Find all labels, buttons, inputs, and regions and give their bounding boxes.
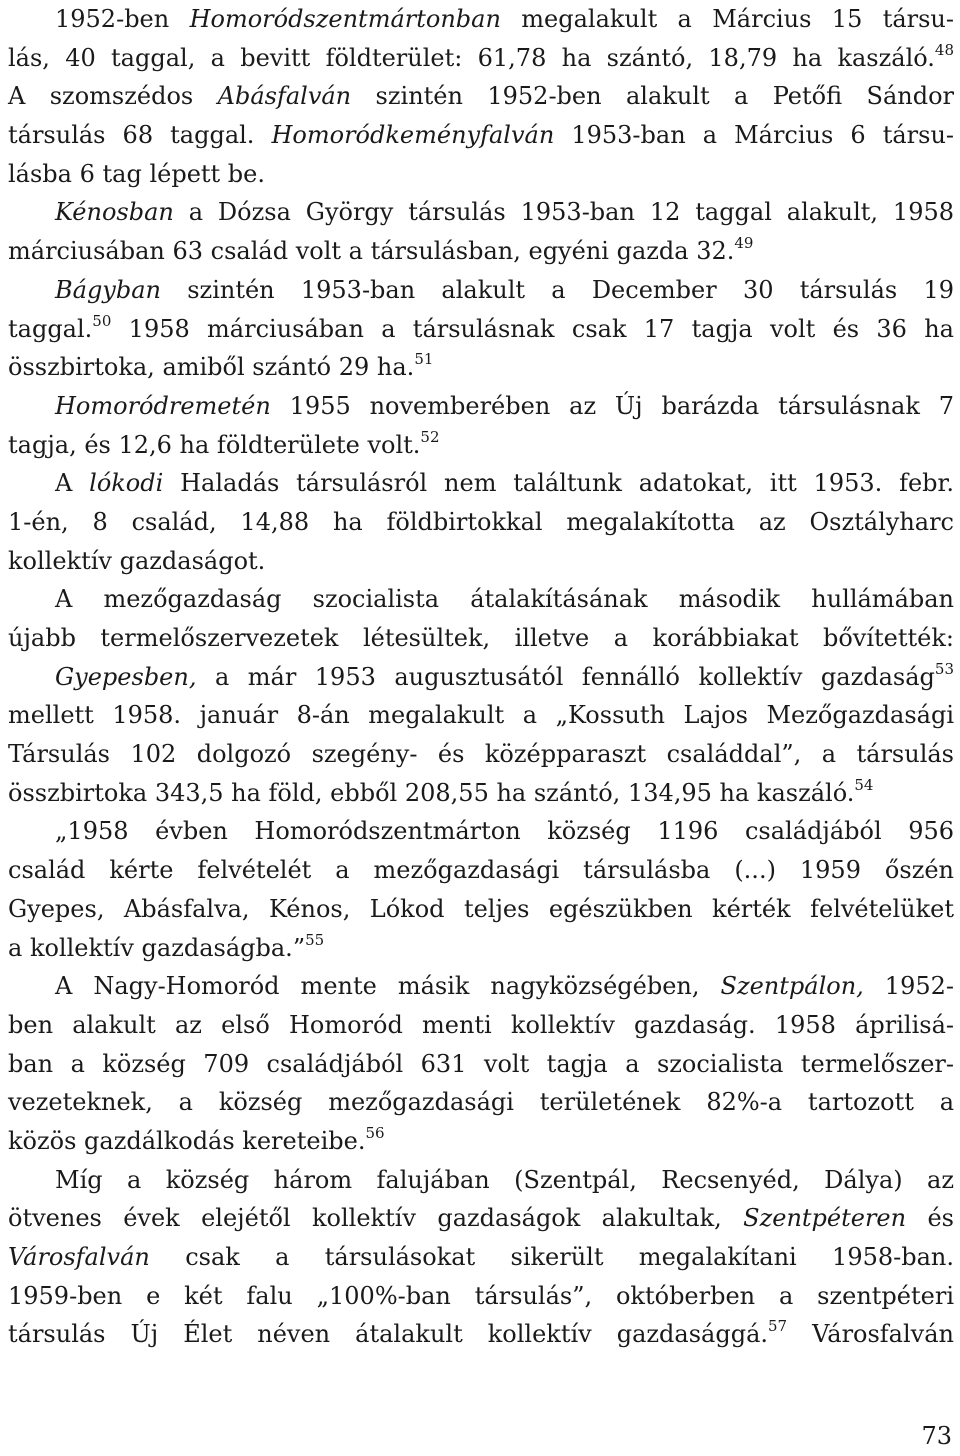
footnote-ref: 56 bbox=[365, 1123, 385, 1142]
text-segment: 1-én, 8 család, 14,88 ha földbirtokkal megalakította az Osztályharc bbox=[8, 507, 954, 536]
text-line bbox=[8, 619, 954, 658]
text-segment: a Dózsa György társulás 1953-ban 12 taggal alakult, 1958 bbox=[173, 198, 954, 227]
place-name: Homoródkeményfalván bbox=[271, 121, 555, 150]
text-line bbox=[8, 890, 954, 929]
footnote-ref: 49 bbox=[734, 234, 754, 253]
footnote-ref: 51 bbox=[414, 350, 434, 369]
text-line bbox=[8, 658, 954, 697]
text-line bbox=[8, 929, 954, 968]
text-segment: lásba 6 tag lépett be. bbox=[8, 159, 266, 188]
text-segment: társulás Új Élet néven átalakult kollektív gazdasággá. bbox=[8, 1320, 769, 1349]
text-line bbox=[8, 426, 954, 465]
text-segment: Társulás 102 dolgozó szegény- és középparaszt családdal”, a társulás bbox=[8, 740, 954, 769]
text-line bbox=[8, 310, 954, 349]
text-segment: 1958 márciusában a társulásnak csak 17 tagja volt és 36 ha bbox=[111, 314, 954, 343]
text-segment: „1958 évben Homoródszentmárton község 1196 családjából 956 bbox=[55, 817, 954, 846]
text-segment: csak a társulásokat sikerült megalakítani 1958-ban. bbox=[149, 1243, 954, 1271]
text-segment: Haladás társulásról nem találtunk adatokat, itt 1953. febr. bbox=[163, 469, 954, 498]
text-line bbox=[8, 348, 954, 387]
text-line bbox=[8, 851, 954, 890]
text-segment: kollektív gazdaságot. bbox=[8, 546, 266, 575]
text-line bbox=[8, 542, 954, 581]
text-segment: 1952- bbox=[863, 972, 954, 1001]
text-line bbox=[8, 464, 954, 503]
place-name: Szentpéteren bbox=[743, 1204, 907, 1233]
place-name: Városfalván bbox=[8, 1243, 150, 1271]
text-line bbox=[8, 735, 954, 774]
text-segment: család kérte felvételét a mezőgazdasági társulásba (...) 1959 őszén bbox=[8, 856, 954, 885]
text-segment: márciusában 63 család volt a társulásban, egyéni gazda 32. bbox=[8, 237, 735, 266]
place-name: Homoródszentmártonban bbox=[189, 5, 501, 33]
text-segment: ban a község 709 családjából 631 volt tagja a szocialista termelőszer- bbox=[8, 1049, 954, 1078]
text-segment: A Nagy-Homoród mente másik nagyközségében, bbox=[55, 972, 721, 1001]
text-line bbox=[8, 1315, 954, 1354]
text-segment: A bbox=[55, 469, 90, 498]
text-segment: tagja, és 12,6 ha földterülete volt. bbox=[8, 430, 421, 459]
footnote-ref: 53 bbox=[934, 659, 954, 678]
text-segment: vezeteknek, a község mezőgazdasági területének 82%-a tartozott a bbox=[8, 1088, 954, 1117]
text-line bbox=[8, 503, 954, 542]
text-line bbox=[8, 580, 954, 619]
footnote-ref: 54 bbox=[854, 775, 874, 794]
text-line bbox=[8, 1122, 954, 1161]
text-segment: Míg a község három falujában (Szentpál, Recsenyéd, Dálya) az bbox=[55, 1165, 954, 1194]
text-line bbox=[8, 77, 954, 116]
text-segment: Gyepes, Abásfalva, Kénos, Lókod teljes egészükben kérték felvételüket bbox=[8, 894, 954, 923]
text-line bbox=[8, 1199, 954, 1238]
text-line bbox=[8, 967, 954, 1006]
text-line bbox=[8, 812, 954, 851]
text-line bbox=[8, 696, 954, 735]
place-name: Szentpálon, bbox=[720, 972, 864, 1001]
document-body bbox=[8, 0, 954, 1354]
text-line bbox=[8, 1045, 954, 1084]
text-segment: Városfalván bbox=[787, 1320, 954, 1349]
place-name: Kénosban bbox=[55, 198, 174, 227]
text-segment: és bbox=[906, 1204, 954, 1233]
text-line bbox=[8, 387, 954, 426]
text-segment: újabb termelőszervezetek létesültek, illetve a korábbiakat bővítették: bbox=[8, 624, 954, 652]
place-name: Abásfalván bbox=[217, 82, 352, 111]
text-segment: szintén 1952-ben alakult a Petőfi Sándor bbox=[351, 82, 954, 111]
footnote-ref: 52 bbox=[420, 427, 440, 446]
text-segment: mellett 1958. január 8-án megalakult a „Kossuth Lajos Mezőgazdasági bbox=[8, 701, 954, 730]
text-segment: megalakult a Március 15 társu- bbox=[500, 5, 954, 33]
place-name: Homoródremetén bbox=[55, 391, 271, 420]
text-segment: A szomszédos bbox=[8, 82, 218, 111]
place-name: Gyepesben, bbox=[55, 662, 197, 691]
text-segment: ötvenes évek elejétől kollektív gazdaságok alakultak, bbox=[8, 1204, 744, 1233]
text-line bbox=[8, 39, 954, 78]
text-segment: összbirtoka 343,5 ha föld, ebből 208,55 ha szántó, 134,95 ha kaszáló. bbox=[8, 778, 855, 807]
text-segment: a kollektív gazdaságba.” bbox=[8, 933, 306, 962]
footnote-ref: 57 bbox=[768, 1317, 788, 1336]
text-line bbox=[8, 1006, 954, 1045]
place-name: lókodi bbox=[89, 469, 164, 498]
text-line bbox=[8, 155, 954, 194]
text-line bbox=[8, 271, 954, 310]
text-segment: a már 1953 augusztusától fennálló kollektív gazdaság bbox=[196, 662, 935, 691]
text-segment: 1952-ben bbox=[55, 5, 190, 33]
text-line bbox=[8, 1083, 954, 1122]
text-line bbox=[8, 116, 954, 155]
text-segment: társulás 68 taggal. bbox=[8, 121, 272, 150]
text-line bbox=[8, 1277, 954, 1316]
text-segment: A mezőgazdaság szocialista átalakításának második hullámában bbox=[55, 585, 954, 614]
text-segment: szintén 1953-ban alakult a December 30 társulás 19 bbox=[161, 275, 954, 304]
footnote-ref: 48 bbox=[934, 40, 954, 59]
footnote-ref: 50 bbox=[92, 311, 112, 330]
text-segment: taggal. bbox=[8, 314, 93, 343]
text-segment: összbirtoka, amiből szántó 29 ha. bbox=[8, 353, 415, 382]
text-segment: 1959-ben e két falu „100%-ban társulás”, októberben a szentpéteri bbox=[8, 1281, 954, 1310]
text-segment: ben alakult az első Homoród menti kollektív gazdaság. 1958 áprilisá- bbox=[8, 1010, 954, 1039]
text-line bbox=[8, 1161, 954, 1200]
text-segment: 1953-ban a Március 6 társu- bbox=[554, 121, 955, 150]
place-name: Bágyban bbox=[55, 275, 161, 304]
text-line bbox=[8, 232, 954, 271]
text-segment: 1955 novemberében az Új barázda társulásnak 7 bbox=[270, 391, 954, 420]
text-line bbox=[8, 193, 954, 232]
text-line bbox=[8, 0, 954, 39]
text-segment: lás, 40 taggal, a bevitt földterület: 61,78 ha szántó, 18,79 ha kaszáló. bbox=[8, 43, 935, 72]
footnote-ref: 55 bbox=[305, 930, 325, 949]
text-line bbox=[8, 1238, 954, 1277]
text-line bbox=[8, 774, 954, 813]
text-segment: közös gazdálkodás kereteibe. bbox=[8, 1126, 366, 1155]
page-number: 73 bbox=[921, 1422, 952, 1450]
